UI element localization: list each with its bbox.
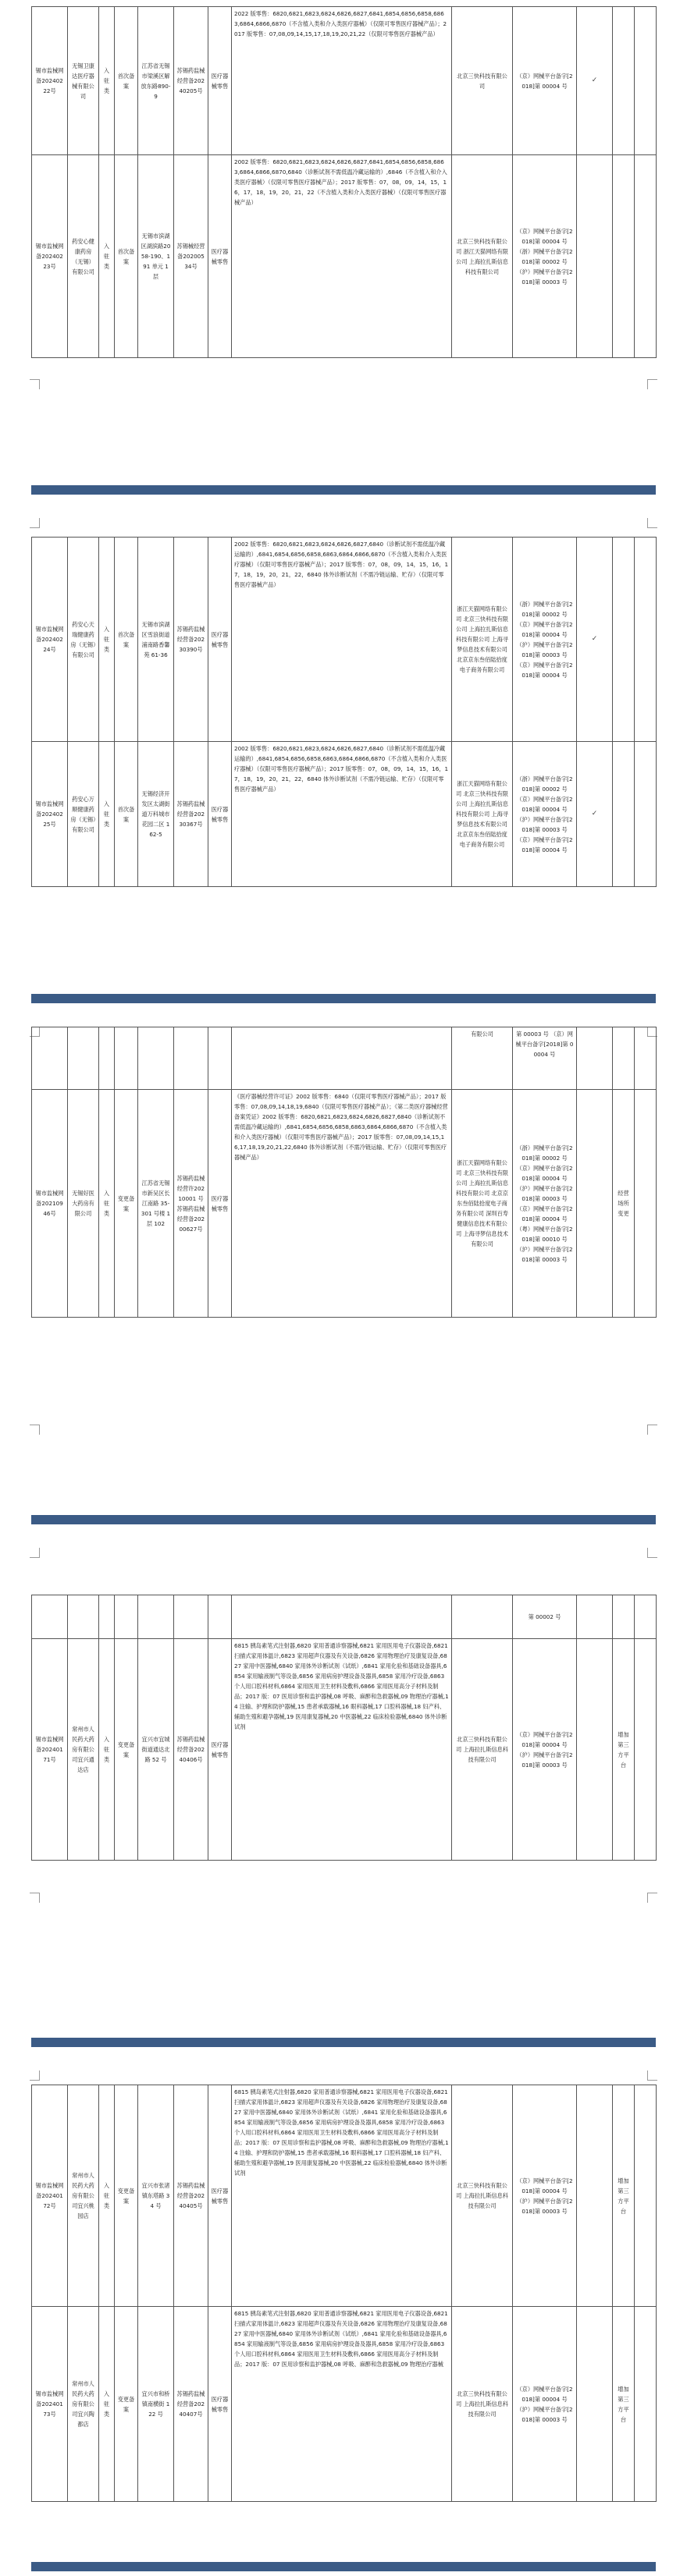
table-row <box>32 742 657 887</box>
platform-name: 浙江天猫网络有限公司 北京三快科技有限公司 上海拉扎斯信息科技有限公司 北京京东叁佰陆拾度电子商务有限公司 深圳百寿健康信息技术有限公司 上海寻梦信息技术有限公司 <box>452 1090 513 1318</box>
address: 江苏省无锡市新吴区长江南路 35-301 号楼 1 层 102 <box>138 1090 174 1318</box>
empty-cell <box>452 1595 513 1639</box>
table-row <box>32 1027 657 1090</box>
registration-table <box>31 2085 657 2502</box>
document-page-4 <box>31 1529 656 2028</box>
document-page-1 <box>31 0 656 437</box>
remark <box>613 155 635 358</box>
reg-number: 锡市监械网备202401 71号 <box>32 1639 68 1861</box>
address: 宜兴市张渚镇东塔路 34 号 <box>138 2085 174 2307</box>
check-mark <box>577 1639 613 1861</box>
business-category: 医疗器械零售 <box>208 538 232 742</box>
table-row <box>32 1090 657 1318</box>
document-page-2 <box>31 499 656 983</box>
empty-cell <box>635 155 657 358</box>
platform-record: （京）网械平台备字[2018]第 00004 号 （沪）网械平台备字[2018]第 00003 号 <box>513 1639 577 1861</box>
empty-cell <box>32 1595 68 1639</box>
crop-mark <box>647 2070 657 2081</box>
business-scope: 2002 版零售：6820,6821,6823,6824,6826,6827,6841,6854,6856,6858,6863,6864,6866,6870,6840（诊断试剂不需低温冷藏运输的）,6846（不含植入和介入类医疗器械）（仅限可零售医疗器械产品）；2017 版零售：07，08，09，14，15，16，17，18，19，20，21，22（不含植入类和介入类医疗器械）（仅限可零售医疗器械产品） <box>232 155 452 358</box>
platform-record: （京）网械平台备字[2018]第 00004 号 （沪）网械平台备字[2018]第 00003 号 <box>513 2085 577 2307</box>
crop-mark <box>647 518 657 528</box>
entry-type: 入驻类 <box>99 1090 115 1318</box>
address: 无锡经济开发区太湖街道万科城市花园二区 162-5 <box>138 742 174 887</box>
address: 宜兴市宜城街道通达北路 52 号 <box>138 1639 174 1861</box>
platform-record: （浙）网械平台备字[2018]第 00002 号 （京）网械平台备字[2018]第 00004 号 （沪）网械平台备字[2018]第 00003 号 （京）网械平台备字[2018]第 00004 号 （粤）网械平台备字[2018]第 00010 号 （沪）网械平台备字[2018]第 00003 号 <box>513 1090 577 1318</box>
change-type: 变更备案 <box>115 2307 138 2502</box>
platform-record: （浙）网械平台备字[2018]第 00002 号 （京）网械平台备字[2018]第 00004 号 （沪）网械平台备字[2018]第 00003 号 （京）网械平台备字[2018]第 00004 号 <box>513 538 577 742</box>
company-name: 无锡好医大药房有限公司 <box>68 1090 99 1318</box>
company-name: 药安心万顺健康药房（无锡）有限公司 <box>68 742 99 887</box>
business-category: 医疗器械零售 <box>208 742 232 887</box>
reg-number: 锡市监械网备202401 73号 <box>32 2307 68 2502</box>
business-category: 医疗器械零售 <box>208 1090 232 1318</box>
entry-type: 入驻类 <box>99 2085 115 2307</box>
registration-table <box>31 537 657 887</box>
empty-cell <box>99 1595 115 1639</box>
empty-cell <box>232 1595 452 1639</box>
empty-cell <box>635 7 657 155</box>
change-type: 变更备案 <box>115 1090 138 1318</box>
entry-type: 入驻类 <box>99 155 115 358</box>
change-type: 首次备案 <box>115 742 138 887</box>
reg-number: 锡市监械网备202402 25号 <box>32 742 68 887</box>
registration-table <box>31 6 657 358</box>
address: 江苏省无锡市梁溪区解放东路890-9 <box>138 7 174 155</box>
change-type: 首次备案 <box>115 7 138 155</box>
company-name: 常州市人民药大药房有限公司宜兴桃园店 <box>68 2085 99 2307</box>
check-mark <box>577 1090 613 1318</box>
remark: 经营场所变更 <box>613 1090 635 1318</box>
license-number: 苏锡药监械经营许20210001 号 苏锡药监械经营备20200627号 <box>174 1090 208 1318</box>
check-mark <box>577 155 613 358</box>
platform-name: 有限公司 <box>452 1027 513 1090</box>
empty-cell <box>115 1027 138 1090</box>
registration-table <box>31 1595 657 1861</box>
business-category: 医疗器械零售 <box>208 155 232 358</box>
company-name: 常州市人民药大药房有限公司宜兴陶都店 <box>68 2307 99 2502</box>
entry-type: 入驻类 <box>99 1639 115 1861</box>
crop-mark <box>30 2070 40 2081</box>
license-number: 苏锡药监械经营备20230367号 <box>174 742 208 887</box>
empty-cell <box>635 2085 657 2307</box>
empty-cell <box>613 1027 635 1090</box>
business-scope: 6815 胰岛素笔式注射器,6820 家用普通诊察器械,6821 家用医用电子仪器设备,6821 扫描式家用体温计,6823 家用超声仪器及有关设备,6826 家用物理治疗及康复设备,6827 家用中医器械,6840 家用体外诊断试剂（试纸）,6841 家用化验和基础设备器具,6854 家用输液制气等设备,6856 家用病房护理设备及器具,6858 家用冷疗设备,6863 个人用口腔科材料,6864 家用医用卫生材料及敷料,6866 家用医用高分子材料及制品；2017 版：07 医用诊察和监护器械,08 呼吸、麻醉和急救器械,09 物理治疗器械,14 注输、护理和防护器械,15 患者承载器械,16 眼科器械,17 口腔科器械,18 妇产科、辅助生殖和避孕器械,19 医用康复器械,20 中医器械,22 临床检验器械,6840 体外诊断试剂 <box>232 1639 452 1861</box>
table-row <box>32 538 657 742</box>
entry-type: 入驻类 <box>99 7 115 155</box>
empty-cell <box>68 1595 99 1639</box>
table-row <box>32 1595 657 1639</box>
empty-cell <box>115 1595 138 1639</box>
empty-cell <box>208 1027 232 1090</box>
reg-number: 锡市监械网备202402 23号 <box>32 155 68 358</box>
license-number: 苏锡药监械经营备20240405号 <box>174 2085 208 2307</box>
empty-cell <box>635 1595 657 1639</box>
platform-record: 第 00002 号 <box>513 1595 577 1639</box>
page-separator <box>31 2038 656 2047</box>
check-mark: ✓ <box>577 742 613 887</box>
check-mark: ✓ <box>577 538 613 742</box>
page-separator <box>31 994 656 1003</box>
reg-number: 锡市监械网备202401 72号 <box>32 2085 68 2307</box>
license-number: 苏锡药监械经营备20240407号 <box>174 2307 208 2502</box>
remark: 增加第三方平台 <box>613 2085 635 2307</box>
entry-type: 入驻类 <box>99 2307 115 2502</box>
crop-mark <box>30 518 40 528</box>
crop-mark <box>30 379 40 389</box>
table-row <box>32 7 657 155</box>
remark <box>613 742 635 887</box>
license-number: 苏锡械经营备20200534号 <box>174 155 208 358</box>
empty-cell <box>232 1027 452 1090</box>
empty-cell <box>174 1027 208 1090</box>
platform-record: 第 00003 号 （京）网械平台备字[2018]第 00004 号 <box>513 1027 577 1090</box>
company-name: 药安心天瑞健康药房（无锡）有限公司 <box>68 538 99 742</box>
registration-table <box>31 1027 657 1318</box>
business-scope: 6815 胰岛素笔式注射器,6820 家用普通诊察器械,6821 家用医用电子仪器设备,6821 扫描式家用体温计,6823 家用超声仪器及有关设备,6826 家用物理治疗及康复设备,6827 家用中医器械,6840 家用体外诊断试剂（试纸）,6841 家用化验和基础设备器具,6854 家用输液制气等设备,6856 家用病房护理设备及器具,6858 家用冷疗设备,6863 个人用口腔科材料,6864 家用医用卫生材料及敷料,6866 家用医用高分子材料及制品；2017 版：07 医用诊察和监护器械,08 呼吸、麻醉和急救器械,09 物理治疗器械,14 注输、护理和防护器械,15 患者承载器械,16 眼科器械,17 口腔科器械,18 妇产科、辅助生殖和避孕器械,19 医用康复器械,20 中医器械,22 临床检验器械,6840 体外诊断试剂 <box>232 2085 452 2307</box>
address: 宜兴市和桥镇南横街 122 号 <box>138 2307 174 2502</box>
license-number: 苏锡药监械经营备20240406号 <box>174 1639 208 1861</box>
empty-cell <box>635 538 657 742</box>
page-separator <box>31 1515 656 1524</box>
reg-number: 锡市监械网备202402 22号 <box>32 7 68 155</box>
crop-mark <box>647 1548 657 1558</box>
business-scope: 2022 版零售：6820,6821,6823,6824,6826,6827,6841,6854,6856,6858,6863,6864,6866,6870（不含植入类和介入类医疗器械）（仅限可零售医疗器械产品）；2017 版零售：07,08,09,14,15,17,18,19,20,21,22（仅限可零售医疗器械产品） <box>232 7 452 155</box>
document-page-3 <box>31 1008 656 1507</box>
business-scope: 《医疗器械经营许可证》2002 版零售：6840（仅限可零售医疗器械产品）；2017 版零售：07,08,09,14,18,19,6840（仅限可零售医疗器械产品）；《第二类医疗器械经营备案凭证》2002 版零售：6820,6821,6823,6824,6826,6827,6840（诊断试剂不需低温冷藏运输的）,6841,6854,6856,6858,6863,6864,6866,6870（不含植入类和介入类医疗器械）（仅限可零售医疗器械产品）；2017 版零售：07,08,09,14,15,16,17,18,19,20,21,22,6840 体外诊断试剂（不需冷链运输、贮存）（仅限可零售医疗器械产品） <box>232 1090 452 1318</box>
change-type: 首次备案 <box>115 538 138 742</box>
reg-number: 锡市监械网备202402 24号 <box>32 538 68 742</box>
remark <box>613 7 635 155</box>
platform-name: 北京三快科技有限公司 浙江天猫网络有限公司 上海拉扎斯信息科技有限公司 <box>452 155 513 358</box>
business-scope: 6815 胰岛素笔式注射器,6820 家用普通诊察器械,6821 家用医用电子仪器设备,6821 扫描式家用体温计,6823 家用超声仪器及有关设备,6826 家用物理治疗及康复设备,6827 家用中医器械,6840 家用体外诊断试剂（试纸）,6841 家用化验和基础设备器具,6854 家用输液制气等设备,6856 家用病房护理设备及器具,6858 家用冷疗设备,6863 个人用口腔科材料,6864 家用医用卫生材料及敷料,6866 家用医用高分子材料及制品；2017 版：07 医用诊察和监护器械,08 呼吸、麻醉和急救器械,09 物理治疗器械 <box>232 2307 452 2502</box>
change-type: 变更备案 <box>115 2085 138 2307</box>
platform-record: （京）网械平台备字[2018]第 00004 号 <box>513 7 577 155</box>
platform-record: （京）网械平台备字[2018]第 00004 号 （浙）网械平台备字[2018]第 00002 号 （沪）网械平台备字[2018]第 00003 号 <box>513 155 577 358</box>
entry-type: 入驻类 <box>99 742 115 887</box>
empty-cell <box>577 1027 613 1090</box>
business-scope: 2002 版零售：6820,6821,6823,6824,6826,6827,6840（诊断试剂不需低温冷藏运输的）,6841,6854,6856,6858,6863,6864,6866,6870（不含植入类和介入类医疗器械）（仅限可零售医疗器械产品）；2017 版零售：07，08，09，14，15，16，17，18，19，20，21，22，6840 体外诊断试剂（不需冷链运输、贮存）（仅限可零售医疗器械产品） <box>232 742 452 887</box>
remark: 增加第三方平台 <box>613 2307 635 2502</box>
check-mark: ✓ <box>577 7 613 155</box>
reg-number: 锡市监械网备202109 46号 <box>32 1090 68 1318</box>
change-type: 变更备案 <box>115 1639 138 1861</box>
remark <box>613 538 635 742</box>
table-row <box>32 1639 657 1861</box>
empty-cell <box>68 1027 99 1090</box>
address: 无锡市滨湖区雪浪街道浦南路香馨苑 61-36 <box>138 538 174 742</box>
platform-record: （浙）网械平台备字[2018]第 00002 号 （京）网械平台备字[2018]第 00004 号 （沪）网械平台备字[2018]第 00003 号 （京）网械平台备字[2018]第 00004 号 <box>513 742 577 887</box>
empty-cell <box>99 1027 115 1090</box>
platform-name: 浙江天猫网络有限公司 北京三快科技有限公司 上海拉扎斯信息科技有限公司 上海寻梦信息技术有限公司 北京京东叁佰陆拾度电子商务有限公司 <box>452 538 513 742</box>
empty-cell <box>138 1027 174 1090</box>
company-name: 无锡卫康达医疗器械有限公司 <box>68 7 99 155</box>
address: 无锡市滨湖区湖滨路2058-190、191 单元 1 层 <box>138 155 174 358</box>
table-row <box>32 2307 657 2502</box>
platform-record: （京）网械平台备字[2018]第 00004 号 （沪）网械平台备字[2018]第 00003 号 <box>513 2307 577 2502</box>
empty-cell <box>635 742 657 887</box>
license-number: 苏锡药监械经营备20230390号 <box>174 538 208 742</box>
empty-cell <box>613 1595 635 1639</box>
business-category: 医疗器械零售 <box>208 1639 232 1861</box>
business-scope: 2002 版零售：6820,6821,6823,6824,6826,6827,6840（诊断试剂不需低温冷藏运输的）,6841,6854,6856,6858,6863,6864,6866,6870（不含植入类和介入类医疗器械）（仅限可零售医疗器械产品）；2017 版零售：07，08，09，14，15，16，17，18，19，20，21，22，6840 体外诊断试剂（不需冷链运输、贮存）（仅限可零售医疗器械产品） <box>232 538 452 742</box>
platform-name: 北京三快科技有限公司 上海拉扎斯信息科技有限公司 <box>452 1639 513 1861</box>
license-number: 苏锡药监械经营备20240205号 <box>174 7 208 155</box>
table-row <box>32 2085 657 2307</box>
business-category: 医疗器械零售 <box>208 2307 232 2502</box>
check-mark <box>577 2085 613 2307</box>
company-name: 药安心健康药房（无锡）有限公司 <box>68 155 99 358</box>
company-name: 常州市人民药大药房有限公司宜兴通达店 <box>68 1639 99 1861</box>
crop-mark <box>647 1893 657 1903</box>
platform-name: 北京三快科技有限公司 上海拉扎斯信息科技有限公司 <box>452 2307 513 2502</box>
platform-name: 北京三快科技有限公司 <box>452 7 513 155</box>
empty-cell <box>208 1595 232 1639</box>
empty-cell <box>635 1027 657 1090</box>
empty-cell <box>174 1595 208 1639</box>
entry-type: 入驻类 <box>99 538 115 742</box>
business-category: 医疗器械零售 <box>208 7 232 155</box>
platform-name: 浙江天猫网络有限公司 北京三快科技有限公司 上海拉扎斯信息科技有限公司 上海寻梦信息技术有限公司 北京京东叁佰陆拾度电子商务有限公司 <box>452 742 513 887</box>
empty-cell <box>32 1027 68 1090</box>
crop-mark <box>30 1548 40 1558</box>
crop-mark <box>647 379 657 389</box>
empty-cell <box>138 1595 174 1639</box>
crop-mark <box>30 1893 40 1903</box>
document-page-5 <box>31 2052 656 2567</box>
empty-cell <box>577 1595 613 1639</box>
crop-mark <box>647 1425 657 1435</box>
empty-cell <box>635 1090 657 1318</box>
check-mark <box>577 2307 613 2502</box>
empty-cell <box>635 1639 657 1861</box>
remark: 增加第三方平台 <box>613 1639 635 1861</box>
page-separator <box>31 2562 656 2571</box>
page-separator <box>31 485 656 495</box>
platform-name: 北京三快科技有限公司 上海拉扎斯信息科技有限公司 <box>452 2085 513 2307</box>
business-category: 医疗器械零售 <box>208 2085 232 2307</box>
table-row <box>32 155 657 358</box>
empty-cell <box>635 2307 657 2502</box>
change-type: 首次备案 <box>115 155 138 358</box>
crop-mark <box>30 1425 40 1435</box>
